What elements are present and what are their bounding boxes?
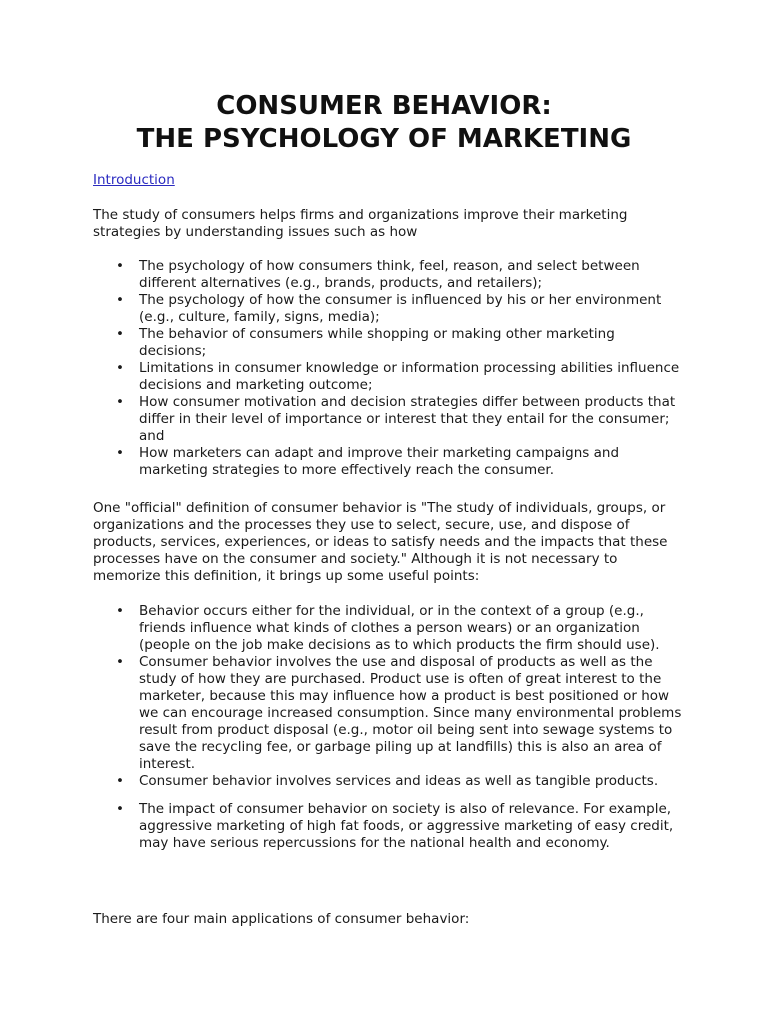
page-title-line-2: THE PSYCHOLOGY OF MARKETING (136, 124, 632, 154)
list-item-text: Limitations in consumer knowledge or information processing abilities influence decisions and marketing outcome; (139, 360, 680, 393)
list-item (0, 360, 684, 394)
list-item-text: The psychology of how the consumer is influenced by his or her environment (e.g., culture, family, signs, media); (139, 292, 662, 325)
bullet-icon: • (116, 603, 124, 619)
bullet-icon: • (116, 654, 124, 670)
applications-paragraph: There are four main applications of consumer behavior: (93, 911, 470, 927)
list-item-text: The impact of consumer behavior on society is also of relevance. For example, aggressive marketing of high fat foods, or aggressive marketing of easy credit, may have serious repercussions for the national health and economy. (139, 801, 674, 851)
list-item-text: The psychology of how consumers think, feel, reason, and select between different alternatives (e.g., brands, products, and retailers); (139, 258, 640, 291)
list-item-text: The behavior of consumers while shopping or making other marketing decisions; (139, 326, 615, 359)
list-item-text: How consumer motivation and decision strategies differ between products that differ in their level of importance or interest that they entail for the consumer; and (139, 394, 676, 444)
bullet-icon: • (116, 801, 124, 817)
list-item (0, 773, 684, 790)
list-item (0, 394, 684, 445)
bullet-icon: • (116, 326, 124, 342)
bullet-icon: • (116, 394, 124, 410)
list-item (0, 801, 684, 852)
useful-points-list (0, 603, 768, 852)
intro-paragraph: The study of consumers helps firms and organizations improve their marketing strategies by understanding issues such as how (93, 207, 628, 240)
definition-paragraph: One "official" definition of consumer behavior is "The study of individuals, groups, or organizations and the processes they use to select, secure, use, and dispose of products, services, experiences, or ideas to satisfy needs and the impacts that these processes have on the consumer and society." Although it is not necessary to memorize this definition, it brings up some useful points: (93, 500, 668, 584)
list-item-text: Consumer behavior involves the use and disposal of products as well as the study of how they are purchased. Product use is often of great interest to the marketer, because this may influence how a product is best positioned or how we can encourage increased consumption. Since many environmental problems result from product disposal (e.g., motor oil being sent into sewage systems to save the recycling fee, or garbage piling up at landfills) this is also an area of interest. (139, 654, 682, 772)
list-item (0, 326, 684, 360)
bullet-icon: • (116, 360, 124, 376)
list-item (0, 603, 684, 654)
bullet-icon: • (116, 258, 124, 274)
list-item (0, 445, 684, 479)
list-item-text: Consumer behavior involves services and ideas as well as tangible products. (139, 773, 659, 789)
list-item-text: Behavior occurs either for the individual, or in the context of a group (e.g., friends influence what kinds of clothes a person wears) or an organization (people on the job make decisions as to which products the firm should use). (139, 603, 660, 653)
introduction-link[interactable]: Introduction (93, 172, 175, 188)
issues-list (0, 258, 768, 479)
bullet-icon: • (116, 445, 124, 461)
list-item (0, 292, 684, 326)
list-item-text: How marketers can adapt and improve their marketing campaigns and marketing strategies to more effectively reach the consumer. (139, 445, 620, 478)
bullet-icon: • (116, 773, 124, 789)
list-item (0, 654, 684, 773)
bullet-icon: • (116, 292, 124, 308)
list-item (0, 258, 684, 292)
page-title-line-1: CONSUMER BEHAVIOR: (216, 91, 552, 121)
